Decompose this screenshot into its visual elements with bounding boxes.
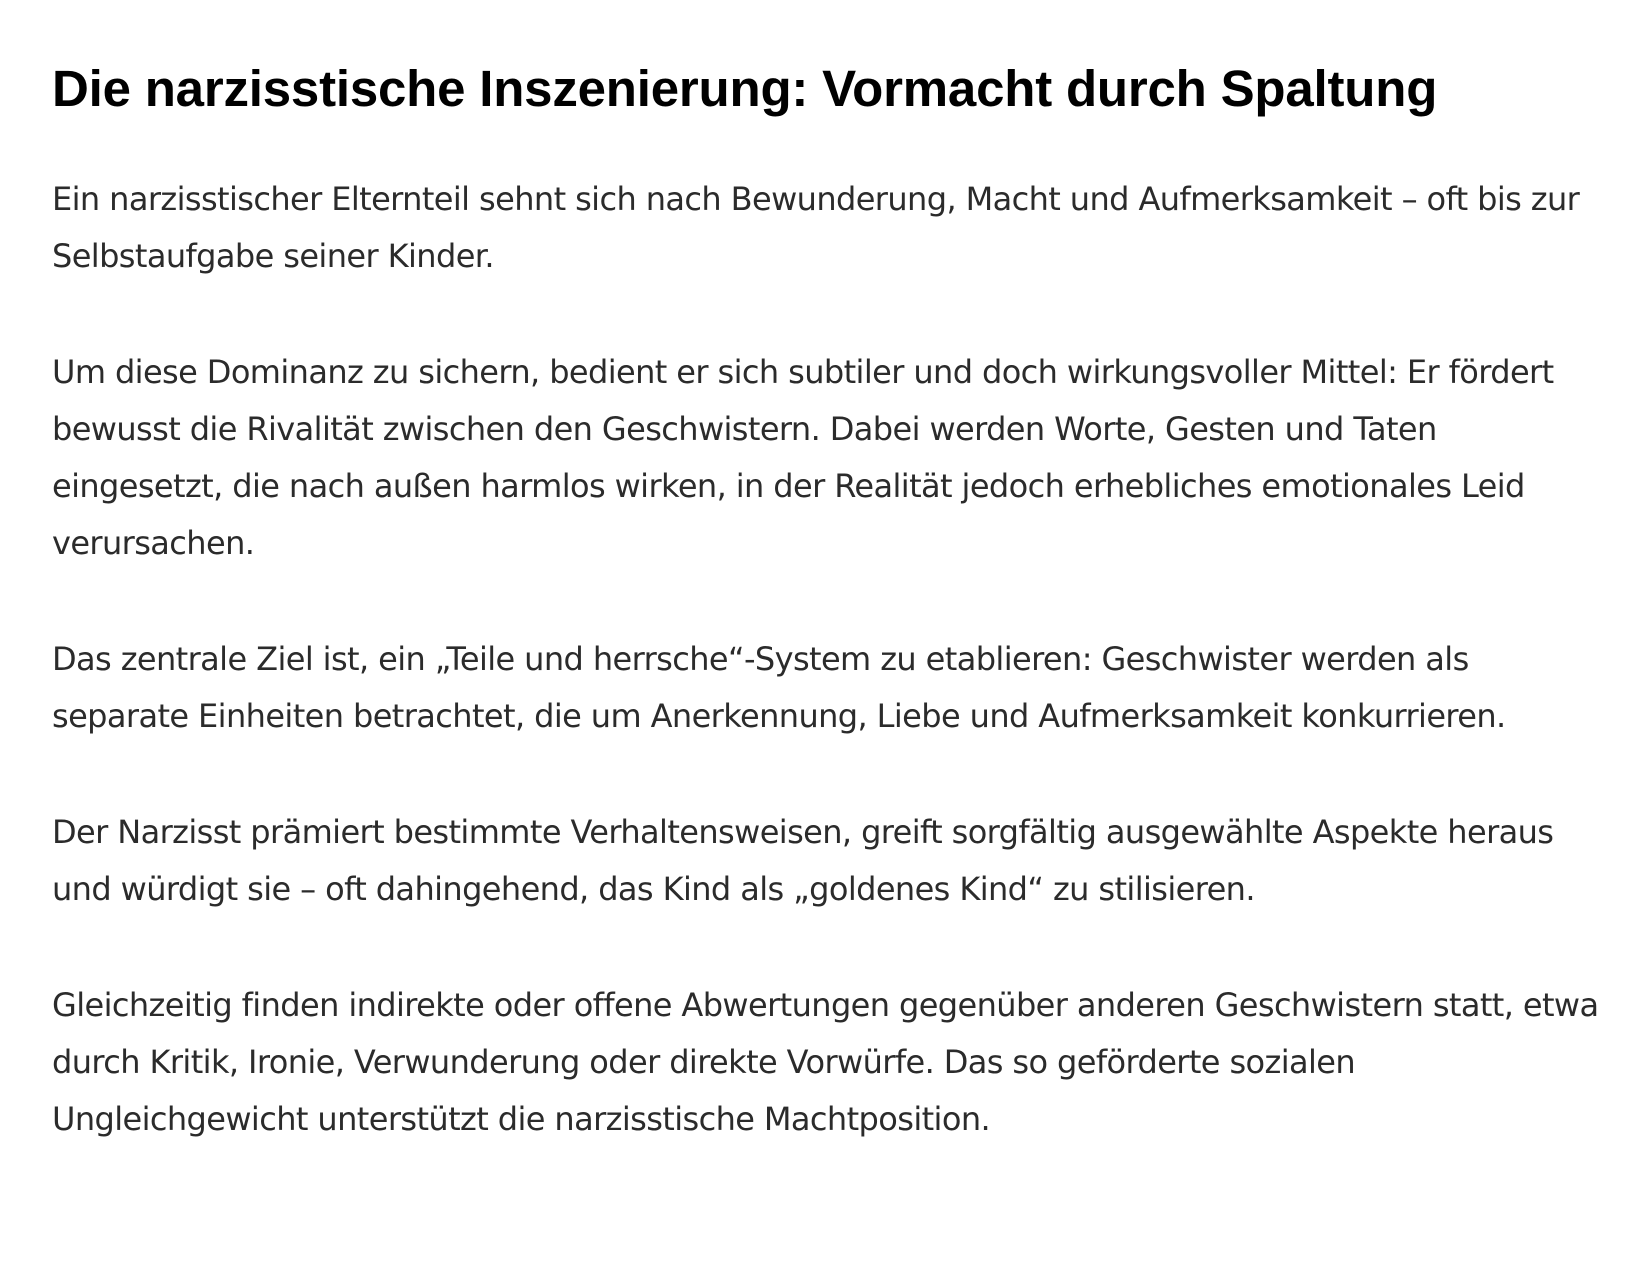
paragraph: Ein narzisstischer Elternteil sehnt sich nach Bewunderung, Macht und Aufmerksamkeit – oft bis zur Selbstaufgabe seiner Kinder. (52, 180, 1580, 276)
paragraph: Der Narzisst prämiert bestimmte Verhaltensweisen, greift sorgfältig ausgewählte Aspekte heraus und würdigt sie – oft dahingehend, das Kind als „goldenes Kind“ zu stilisieren. (52, 813, 1554, 909)
paragraph: Um diese Dominanz zu sichern, bedient er sich subtiler und doch wirkungsvoller Mittel: Er fördert bewusst die Rivalität zwischen den Geschwistern. Dabei werden Worte, Gesten und Taten eingesetzt, die nach außen harmlos wirken, in der Realität jedoch erhebliches emotionales Leid verursachen. (52, 353, 1554, 563)
article (52, 58, 1612, 1207)
paragraph: Gleichzeitig finden indirekte oder offene Abwertungen gegenüber anderen Geschwistern statt, etwa durch Kritik, Ironie, Verwunderung oder direkte Vorwürfe. Das so geförderte sozialen Ungleichgewicht unterstützt die narzisstische Machtposition. (52, 986, 1599, 1139)
article-heading: Die narzisstische Inszenierung: Vormacht durch Spaltung (52, 60, 1438, 117)
paragraph: Das zentrale Ziel ist, ein „Teile und herrsche“-System zu etablieren: Geschwister werden als separate Einheiten betrachtet, die um Anerkennung, Liebe und Aufmerksamkeit konkurrieren. (52, 640, 1506, 736)
